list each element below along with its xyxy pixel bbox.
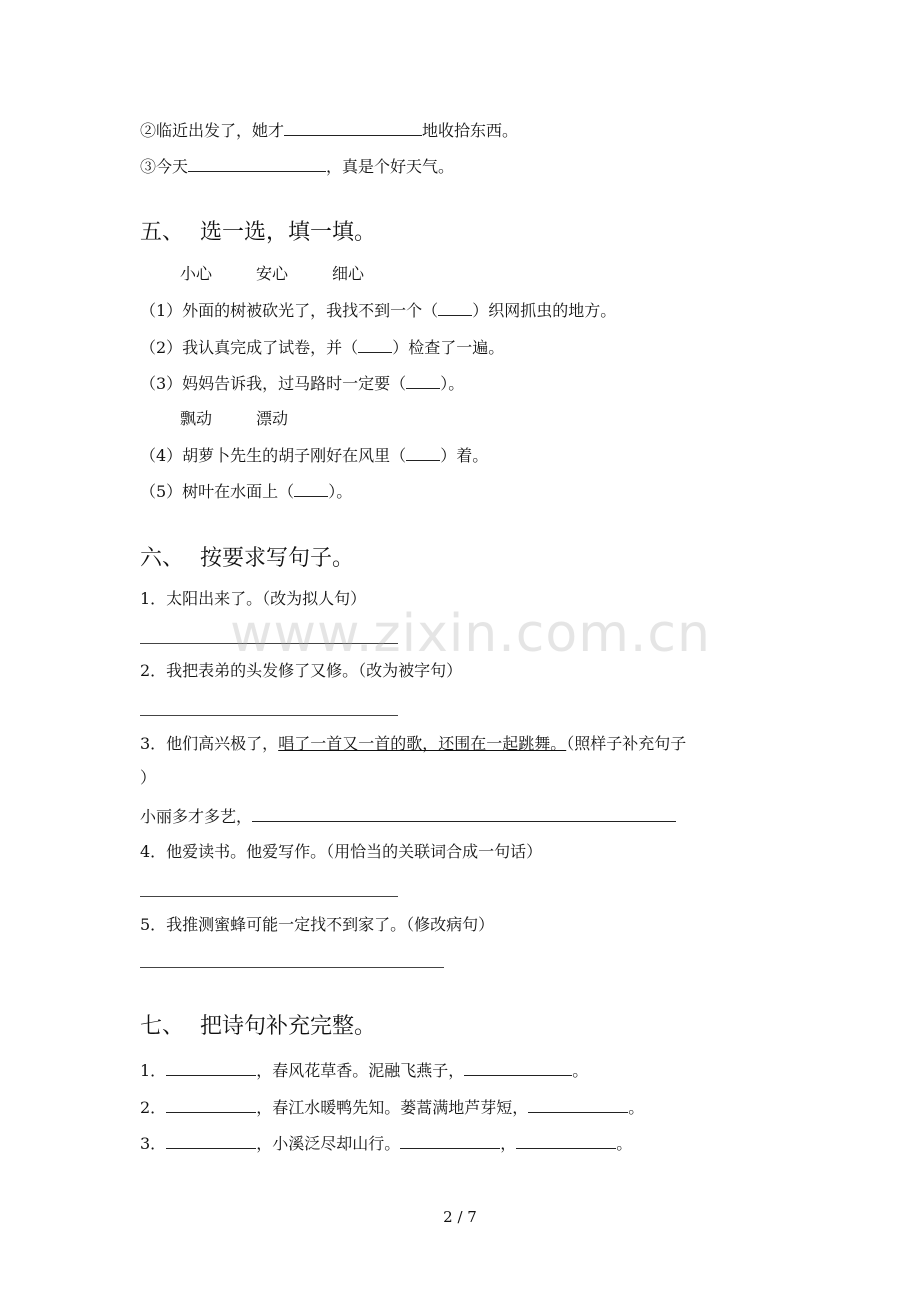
answer-line[interactable] [140, 967, 444, 968]
question-6-3: 3．他们高兴极了，唱了一首又一首的歌，还围在一起跳舞。（照样子补充句子 [140, 734, 687, 753]
item-3: ③今天 ，真是个好天气。 [140, 157, 455, 176]
question-5-1: （1）外面的树被砍光了，我找不到一个（ ）织网抓虫的地方。 [140, 301, 617, 320]
example-phrase: 唱了一首又一首的歌，还围在一起跳舞。 [278, 734, 567, 753]
question-6-2: 2．我把表弟的头发修了又修。（改为被字句） [140, 661, 463, 680]
answer-blank[interactable] [406, 445, 440, 461]
answer-blank[interactable] [528, 1097, 628, 1113]
answer-blank[interactable] [284, 120, 422, 136]
question-6-5: 5．我推测蜜蜂可能一定找不到家了。（修改病句） [140, 915, 495, 934]
answer-blank[interactable] [464, 1060, 572, 1076]
answer-blank[interactable] [406, 373, 440, 389]
question-6-4: 4．他爱读书。他爱写作。（用恰当的关联词合成一句话） [140, 842, 543, 861]
page-number: 2 / 7 [443, 1208, 477, 1226]
answer-line[interactable] [140, 896, 398, 897]
answer-blank[interactable] [516, 1133, 616, 1149]
section-5-heading: 五、 选一选，填一填。 [140, 220, 377, 245]
word-choices-2: 飘动 漂动 [180, 409, 289, 428]
answer-blank[interactable] [400, 1133, 500, 1149]
answer-blank[interactable] [166, 1060, 256, 1076]
question-6-3-wrap: ） [140, 768, 157, 787]
section-6-heading: 六、 按要求写句子。 [140, 546, 355, 571]
question-6-1: 1．太阳出来了。（改为拟人句） [140, 589, 367, 608]
question-5-4: （4）胡萝卜先生的胡子刚好在风里（ ）着。 [140, 446, 489, 465]
question-6-3-answer: 小丽多才多艺， [140, 806, 676, 827]
section-7-heading: 七、 把诗句补充完整。 [140, 1014, 377, 1039]
answer-blank[interactable] [188, 156, 326, 172]
answer-blank[interactable] [166, 1097, 256, 1113]
watermark: www.zixin.com.cn [230, 604, 711, 664]
word-choices-1: 小心 安心 细心 [180, 264, 365, 283]
question-5-3: （3）妈妈告诉我，过马路时一定要（ ）。 [140, 374, 465, 393]
answer-blank[interactable] [438, 300, 472, 316]
question-5-5: （5）树叶在水面上（ ）。 [140, 482, 353, 501]
item-2: ②临近出发了，她才 地收拾东西。 [140, 121, 519, 140]
answer-blank[interactable] [294, 481, 328, 497]
answer-blank[interactable] [252, 806, 676, 822]
answer-blank[interactable] [358, 337, 392, 353]
poem-line-2: 2． ，春江水暖鸭先知。蒌蒿满地芦芽短， 。 [140, 1098, 645, 1117]
poem-line-1: 1． ，春风花草香。泥融飞燕子， 。 [140, 1061, 589, 1080]
poem-line-3: 3． ，小溪泛尽却山行。 ， 。 [140, 1134, 633, 1153]
question-5-2: （2）我认真完成了试卷，并（ ）检查了一遍。 [140, 338, 505, 357]
answer-blank[interactable] [166, 1133, 256, 1149]
answer-line[interactable] [140, 715, 398, 716]
